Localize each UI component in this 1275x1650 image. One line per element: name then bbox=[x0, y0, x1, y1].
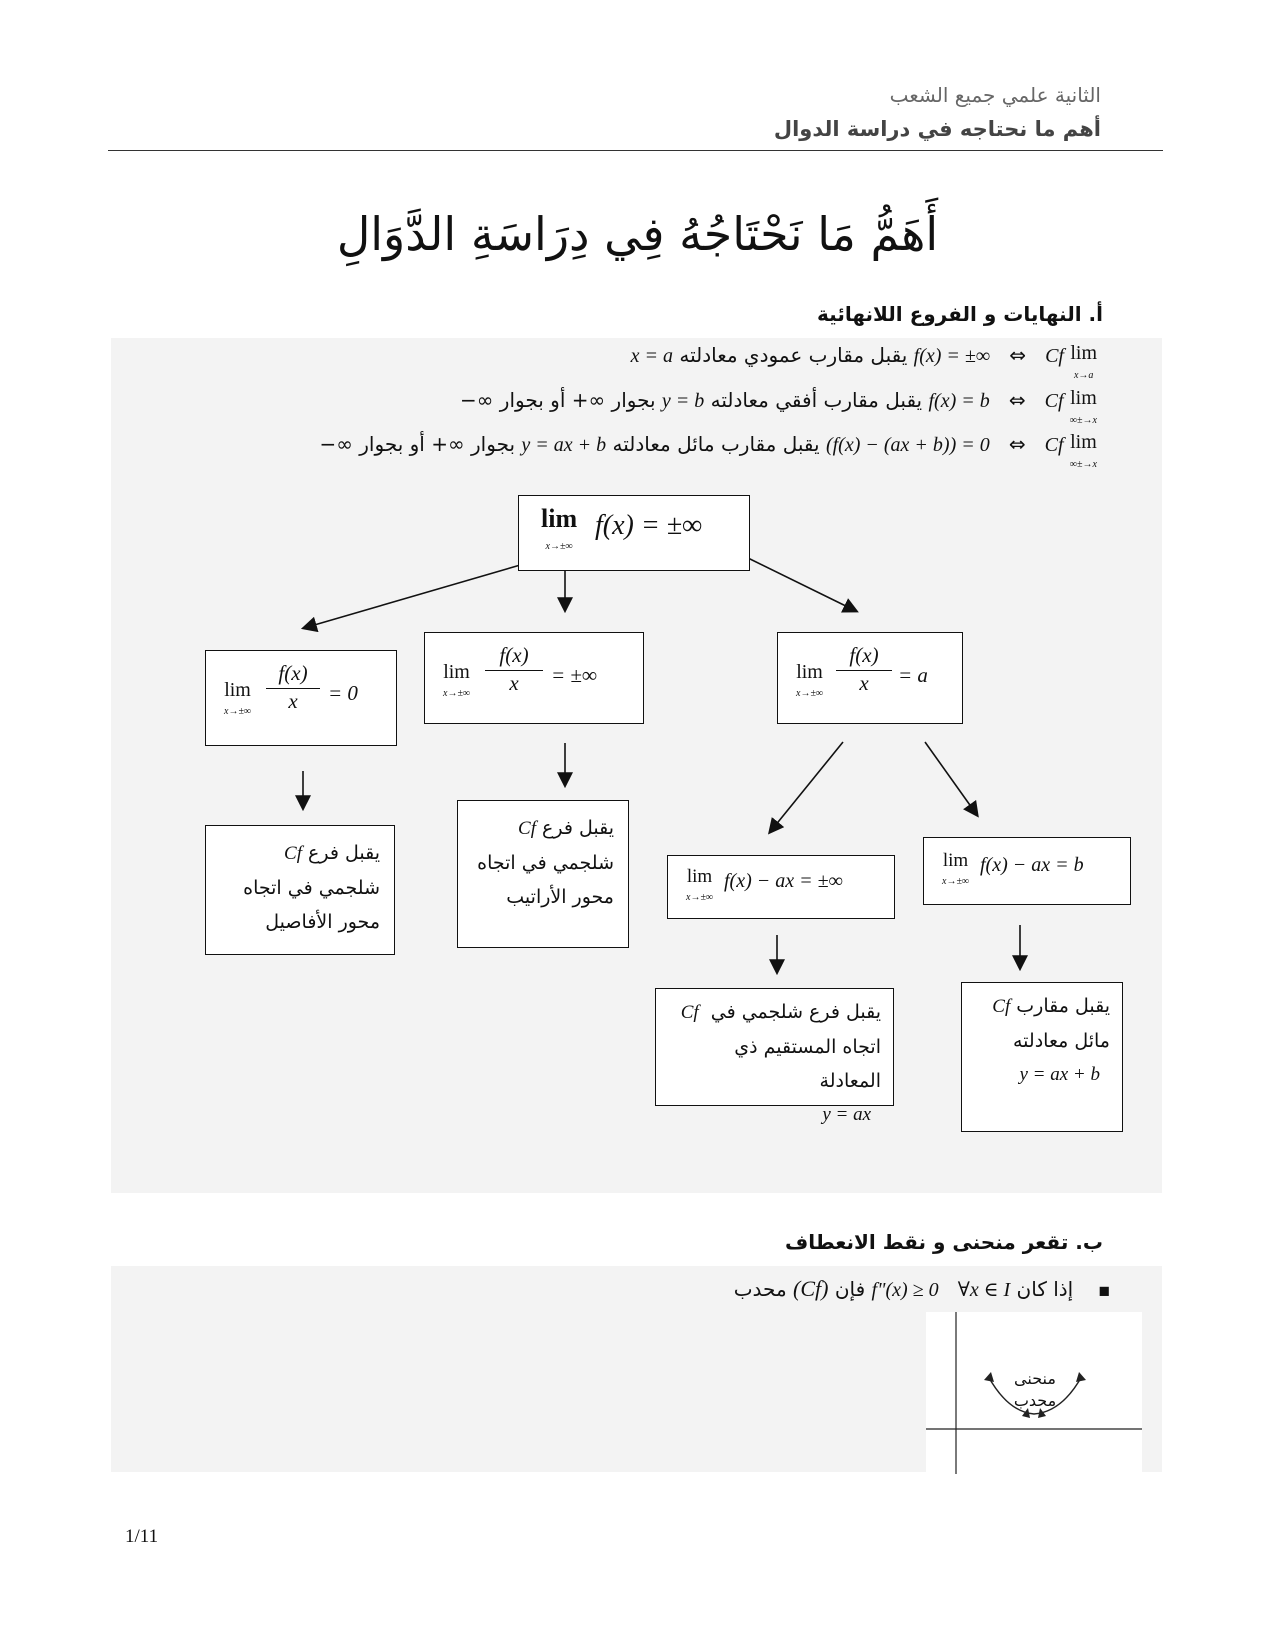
lim-subscript: x→±∞ bbox=[1069, 459, 1097, 470]
arrow-right-to-rl bbox=[770, 742, 843, 832]
curve-name: Cf bbox=[1044, 434, 1064, 456]
minus-infinity: −∞ bbox=[460, 388, 494, 412]
minus-infinity: −∞ bbox=[319, 432, 353, 456]
fraction-rhs: = a bbox=[898, 663, 928, 687]
or-near-label: أو بجوار bbox=[359, 432, 425, 456]
result-line3: محور الأفاصيل bbox=[265, 911, 380, 933]
curve-name: (Cf) bbox=[793, 1276, 829, 1301]
near-label: بجوار bbox=[611, 388, 656, 412]
plus-infinity: +∞ bbox=[571, 388, 606, 412]
flow-right-box bbox=[777, 632, 963, 724]
lim-symbol: lim bbox=[224, 679, 251, 701]
flow-rl-limit-box bbox=[667, 855, 895, 919]
fraction-numerator: f(x) bbox=[836, 643, 892, 671]
rule-text: يقبل مقارب أفقي معادلته bbox=[710, 388, 923, 412]
page-title: أَهَمُّ مَا نَحْتَاجُهُ فِي دِرَاسَةِ الدَّوَالِ bbox=[336, 207, 939, 261]
result-line2: شلجمي في اتجاه bbox=[477, 852, 614, 874]
arrow-top-to-right bbox=[748, 558, 856, 611]
curve-name: Cf bbox=[518, 818, 536, 839]
flow-result-rr-box bbox=[961, 982, 1123, 1132]
flow-left-box bbox=[205, 650, 397, 746]
limit-expression: f(x) = b bbox=[928, 390, 990, 412]
fraction-denominator: x bbox=[859, 671, 869, 695]
curve-name: Cf bbox=[992, 996, 1011, 1017]
curve-name: Cf bbox=[1044, 390, 1064, 412]
if-label: إذا كان bbox=[1016, 1277, 1074, 1301]
lim-subscript: x→±∞ bbox=[942, 876, 970, 887]
result-equation: y = ax bbox=[822, 1104, 871, 1125]
result-line2: شلجمي في اتجاه bbox=[243, 877, 380, 899]
lim-symbol: lim bbox=[443, 661, 470, 683]
result-line3: محور الأراتيب bbox=[506, 886, 614, 908]
equivalence-symbol: ⇔ bbox=[1008, 388, 1026, 412]
graph-label-convex: محدب bbox=[1013, 1391, 1057, 1410]
result-equation: y = ax + b bbox=[1019, 1064, 1100, 1085]
lim-symbol: lim bbox=[1070, 387, 1097, 409]
tangent-arrow bbox=[984, 1372, 994, 1382]
flow-top-box bbox=[518, 495, 750, 571]
then-label: فإن bbox=[834, 1277, 866, 1301]
limit-expression: f(x) = ±∞ bbox=[913, 345, 991, 367]
result-line1: يقبل فرع bbox=[542, 817, 614, 839]
curve-name: Cf bbox=[284, 843, 302, 864]
lim-symbol: lim bbox=[686, 866, 713, 887]
result-line1: يقبل فرع شلجمي في bbox=[710, 1001, 881, 1023]
lim-subscript: x→±∞ bbox=[686, 892, 714, 903]
rule-text: يقبل مقارب عمودي معادلته bbox=[679, 343, 908, 367]
forall-expression: ∀x ∈ I bbox=[957, 1279, 1011, 1301]
limit-expression: (f(x) − (ax + b)) = 0 bbox=[825, 434, 990, 456]
asymptote-equation: x = a bbox=[630, 345, 673, 367]
lim-symbol: lim bbox=[796, 661, 823, 683]
result-line2: مائل معادلته bbox=[1013, 1030, 1110, 1052]
result-line1: يقبل فرع bbox=[308, 842, 380, 864]
convexity-bullet bbox=[734, 1276, 1110, 1302]
fraction-rhs: = 0 bbox=[328, 681, 358, 705]
header-level: الثانية علمي جميع الشعب bbox=[889, 83, 1101, 107]
lim-symbol: lim bbox=[541, 504, 578, 533]
section-b-heading: ب. تقعر منحنى و نقط الانعطاف bbox=[784, 1230, 1103, 1254]
section-a-heading: أ. النهايات و الفروع اللانهائية bbox=[817, 302, 1103, 326]
or-near-label: أو بجوار bbox=[499, 388, 566, 412]
lim-symbol: lim bbox=[1070, 431, 1097, 453]
lim-subscript: x→a bbox=[1073, 370, 1094, 381]
result-line1: يقبل مقارب bbox=[1016, 995, 1110, 1017]
near-label: بجوار bbox=[471, 432, 516, 456]
curve-name: Cf bbox=[680, 1002, 699, 1023]
top-limit-expression: f(x) = ±∞ bbox=[595, 510, 703, 541]
lim-subscript: x→±∞ bbox=[1069, 415, 1097, 426]
lim-subscript: x→±∞ bbox=[796, 688, 824, 699]
lim-subscript: x→±∞ bbox=[224, 706, 252, 717]
lim-subscript: x→±∞ bbox=[545, 541, 573, 552]
fraction-denominator: x bbox=[288, 689, 298, 713]
asymptote-equation: y = ax + b bbox=[521, 434, 607, 456]
fraction-rhs: = ±∞ bbox=[551, 663, 597, 687]
equivalence-symbol: ⇔ bbox=[1008, 432, 1026, 456]
lim-subscript: x→±∞ bbox=[443, 688, 471, 699]
tangent-arrow bbox=[1076, 1372, 1086, 1382]
graph-label-curve: منحنى bbox=[1014, 1369, 1056, 1388]
fraction-numerator: f(x) bbox=[485, 643, 543, 671]
fraction-denominator: x bbox=[509, 671, 519, 695]
asymptote-equation: y = b bbox=[661, 390, 705, 412]
fraction-numerator: f(x) bbox=[266, 661, 320, 689]
flow-rr-limit-box bbox=[923, 837, 1131, 905]
flow-middle-box bbox=[424, 632, 644, 724]
rule-text: يقبل مقارب مائل معادلته bbox=[612, 432, 820, 456]
rr-limit-expression: f(x) − ax = b bbox=[980, 854, 1084, 876]
flow-result-rl-box bbox=[655, 988, 894, 1125]
condition-expression: f"(x) ≥ 0 bbox=[871, 1279, 939, 1301]
curve-name: Cf bbox=[1045, 345, 1064, 367]
plus-infinity: +∞ bbox=[431, 432, 465, 456]
flow-result-middle-box bbox=[457, 800, 629, 948]
page-number: 1/11 bbox=[125, 1526, 159, 1547]
convex-curve-graph bbox=[926, 1312, 1142, 1474]
flow-result-left-box bbox=[205, 825, 395, 955]
rl-limit-expression: f(x) − ax = ±∞ bbox=[724, 870, 843, 892]
result-label: محدب bbox=[733, 1277, 787, 1301]
header-topic: أهم ما نحتاجه في دراسة الدوال bbox=[773, 117, 1101, 141]
arrow-right-to-rr bbox=[925, 742, 977, 815]
equivalence-symbol: ⇔ bbox=[1009, 343, 1026, 367]
bullet-marker: ■ bbox=[1098, 1283, 1110, 1298]
lim-symbol: lim bbox=[1070, 342, 1097, 364]
lim-symbol: lim bbox=[942, 850, 969, 871]
result-line2: اتجاه المستقيم ذي المعادلة bbox=[734, 1036, 881, 1092]
